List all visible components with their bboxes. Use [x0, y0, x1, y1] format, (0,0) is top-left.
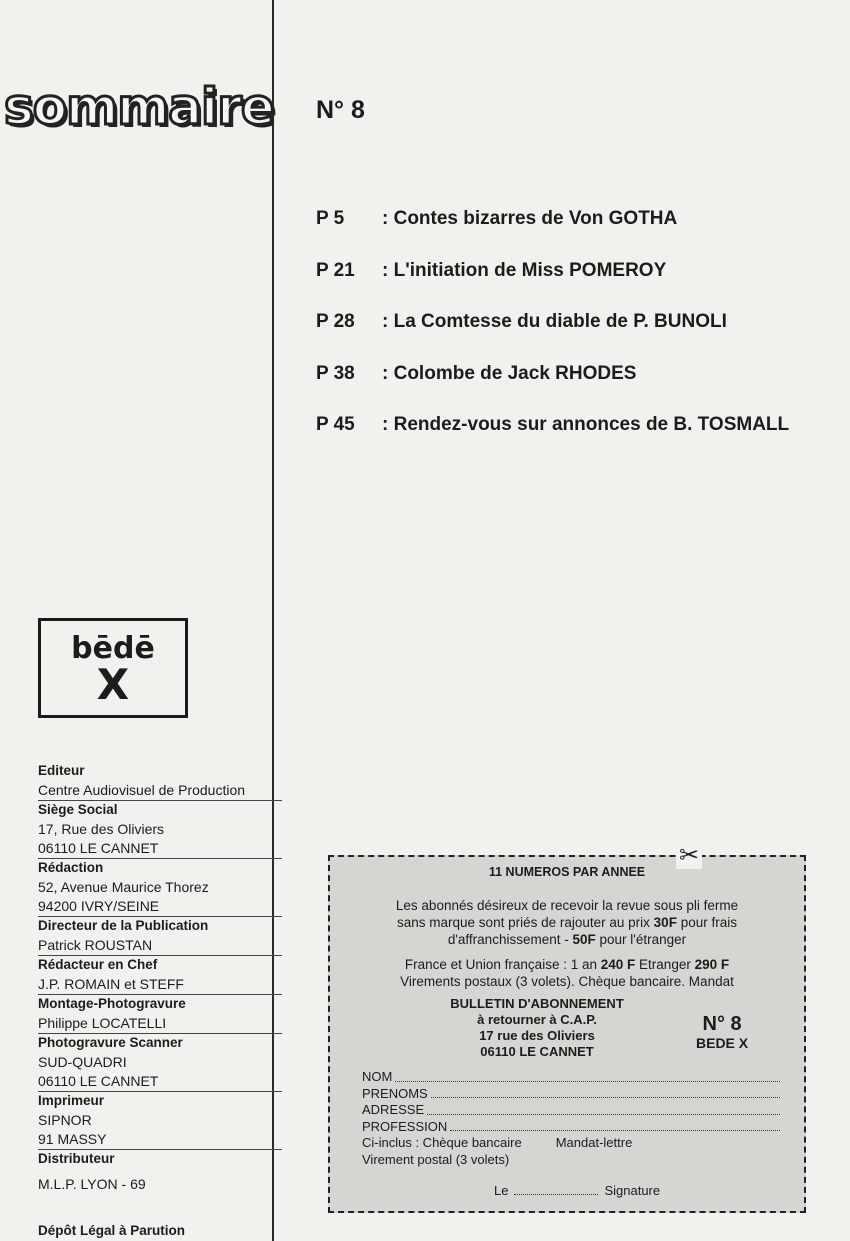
coupon-terms: Les abonnés désireux de recevoir la revue sous pli ferme sans marque sont priés de rajouter au prix 30F pour frais d'affranchissement - 50F pour l'étranger — [395, 898, 739, 947]
logo-text-x: X — [96, 660, 130, 709]
toc-page: P 5 — [316, 208, 345, 229]
credit-label: Photogravure Scanner — [38, 1035, 183, 1050]
first-names-field[interactable]: PRENOMS — [362, 1086, 780, 1103]
toc-title: Contes bizarres de Von GOTHA — [393, 208, 678, 229]
credit-label: Editeur — [38, 763, 85, 778]
table-of-contents — [316, 208, 846, 466]
credit-value: 17, Rue des Oliviers — [38, 821, 165, 837]
toc-page: P 45 — [316, 414, 355, 435]
scissors-icon: ✂ — [676, 843, 702, 869]
credit-value: 06110 LE CANNET — [38, 839, 282, 859]
toc-entry: P 21 : L'initiation de Miss POMEROY — [316, 259, 667, 281]
credit-value: Patrick ROUSTAN — [38, 936, 282, 956]
toc-entry: P 45 : Rendez-vous sur annonces de B. TOSMALL — [316, 414, 790, 435]
coupon-prices: France et Union française : 1 an 240 F Etranger 290 F Virements postaux (3 volets). Chèque bancaire. Mandat — [400, 957, 734, 989]
logo-text-bede: bēdē — [71, 631, 155, 666]
toc-entry: P 38 : Colombe de Jack RHODES — [316, 362, 637, 384]
toc-page: P 28 — [316, 311, 355, 332]
coupon-form — [362, 1069, 780, 1168]
credit-value: 06110 LE CANNET — [38, 1072, 282, 1092]
coupon-title: 11 NUMEROS PAR ANNEE — [488, 865, 646, 879]
profession-field[interactable]: PROFESSION — [362, 1119, 780, 1136]
credit-label: Distributeur — [38, 1151, 115, 1166]
date-field[interactable] — [514, 1194, 598, 1195]
credit-value: SUD-QUADRI — [38, 1054, 127, 1070]
signature-line: Le Signature — [494, 1183, 661, 1198]
credit-label: Montage-Photogravure — [38, 996, 186, 1011]
credit-label: Directeur de la Publication — [38, 918, 209, 933]
toc-title: Colombe de Jack RHODES — [393, 362, 637, 384]
subscription-coupon — [328, 842, 806, 1213]
payment-transfer-option[interactable]: Virement postal (3 volets) — [362, 1151, 510, 1167]
toc-entry: P 5 : Contes bizarres de Von GOTHA — [316, 208, 678, 229]
credit-label: Rédaction — [38, 860, 104, 875]
payment-cheque-option[interactable]: Ci-inclus : Chèque bancaire — [362, 1135, 522, 1150]
credit-value: Philippe LOCATELLI — [38, 1014, 282, 1034]
credit-value: 52, Avenue Maurice Thorez — [38, 879, 209, 895]
page-title: sommaire — [4, 78, 274, 136]
credit-value: 91 MASSY — [38, 1130, 282, 1150]
credit-label: Imprimeur — [38, 1093, 105, 1108]
credit-value: Centre Audiovisuel de Production — [38, 781, 282, 801]
issue-number: N° 8 — [316, 96, 365, 124]
credit-label: Rédacteur en Chef — [38, 957, 158, 972]
toc-title: L'initiation de Miss POMEROY — [393, 259, 667, 281]
toc-title: La Comtesse du diable de P. BUNOLI — [393, 311, 727, 332]
toc-page: P 21 — [316, 259, 355, 281]
magazine-logo — [38, 618, 188, 718]
coupon-address: BULLETIN D'ABONNEMENT à retourner à C.A.P. 17 rue des Oliviers 06110 LE CANNET — [450, 996, 624, 1059]
name-field[interactable]: NOM — [362, 1069, 780, 1086]
credit-value: M.L.P. LYON - 69 — [38, 1176, 146, 1192]
credit-value: SIPNOR — [38, 1112, 92, 1128]
toc-entry: P 28 : La Comtesse du diable de P. BUNOLI — [316, 311, 727, 332]
credits-block — [38, 762, 282, 1241]
coupon-issue-number: N° 8 BEDE X — [696, 1013, 749, 1051]
toc-title: Rendez-vous sur annonces de B. TOSMALL — [393, 414, 790, 435]
toc-page: P 38 — [316, 362, 355, 384]
address-field[interactable]: ADRESSE — [362, 1102, 780, 1119]
payment-mandate-option[interactable]: Mandat-lettre — [555, 1135, 633, 1150]
legal-deposit: Dépôt Légal à Parution — [38, 1223, 186, 1238]
credit-label: Siège Social — [38, 802, 118, 817]
credit-value: 94200 IVRY/SEINE — [38, 897, 282, 917]
credit-value: J.P. ROMAIN et STEFF — [38, 975, 282, 995]
